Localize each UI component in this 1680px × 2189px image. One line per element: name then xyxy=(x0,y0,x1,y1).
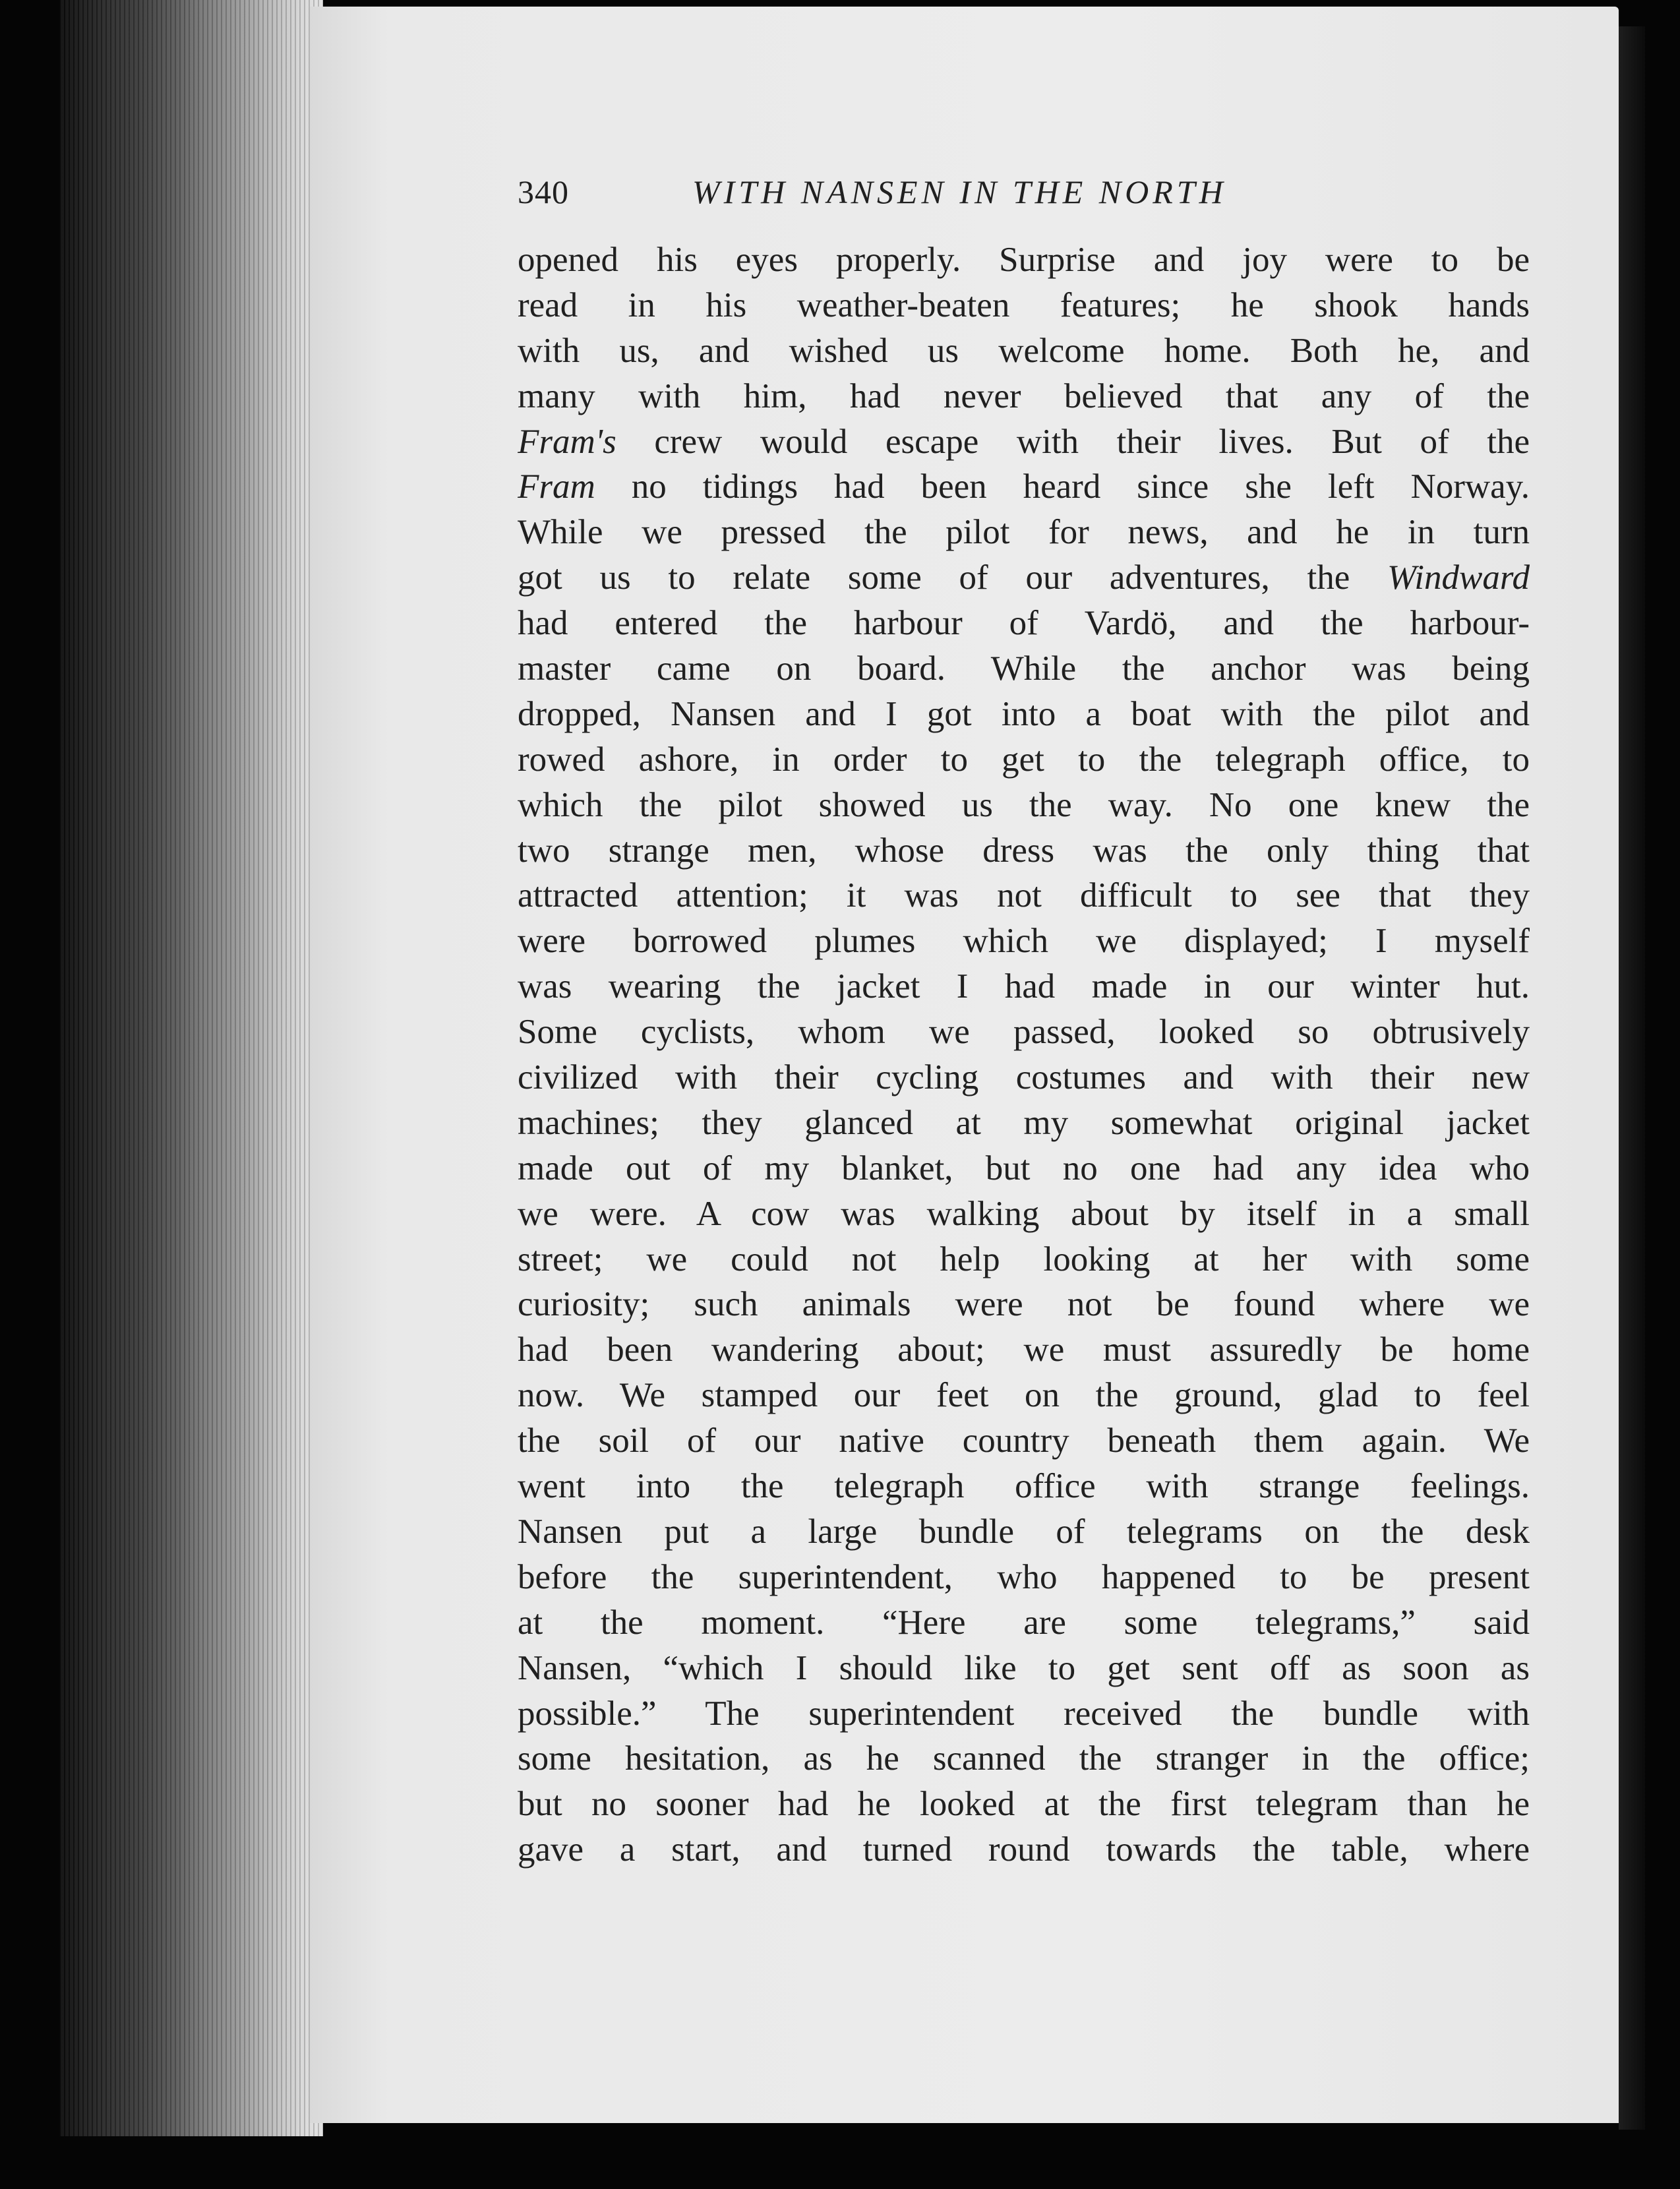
running-title: WITH NANSEN IN THE NORTH xyxy=(692,173,1227,210)
text-line xyxy=(518,1327,1530,1373)
text-segment: civilized with their cycling costumes and with their new xyxy=(518,1058,1530,1097)
text-segment: many with him, had never believed that any of the xyxy=(518,376,1530,415)
text-line xyxy=(518,1509,1530,1555)
text-line xyxy=(518,692,1530,737)
text-line xyxy=(518,1191,1530,1237)
text-segment: crew would escape with their lives. But of the xyxy=(616,422,1530,461)
text-segment: machines; they glanced at my somewhat original jacket xyxy=(518,1103,1530,1142)
text-line xyxy=(518,1418,1530,1464)
text-segment: no tidings had been heard since she left Norway. xyxy=(595,467,1530,506)
text-segment: at the moment. “Here are some telegrams,” said xyxy=(518,1603,1530,1642)
text-segment: While we pressed the pilot for news, and he in turn xyxy=(518,513,1530,552)
text-line xyxy=(518,1600,1530,1646)
text-segment: before the superintendent, who happened to be present xyxy=(518,1557,1530,1596)
text-line xyxy=(518,1237,1530,1282)
text-line xyxy=(518,601,1530,646)
italic-ship-name: Fram xyxy=(518,467,595,506)
text-line xyxy=(518,1055,1530,1100)
text-segment: Nansen put a large bundle of telegrams on the desk xyxy=(518,1512,1530,1551)
text-line xyxy=(518,873,1530,918)
text-line xyxy=(518,464,1530,510)
text-segment: attracted attention; it was not difficult to see that they xyxy=(518,876,1530,915)
text-segment: with us, and wished us welcome home. Both he, and xyxy=(518,331,1530,370)
text-line xyxy=(518,783,1530,828)
page-right-edge-shadow xyxy=(1619,26,1645,2130)
page-content xyxy=(518,173,1530,1873)
text-line xyxy=(518,374,1530,419)
text-line xyxy=(518,1555,1530,1600)
text-segment: street; we could not help looking at her with some xyxy=(518,1240,1530,1278)
text-segment: opened his eyes properly. Surprise and joy were to be xyxy=(518,241,1530,279)
text-segment: went into the telegraph office with strange feelings. xyxy=(518,1467,1530,1506)
text-line xyxy=(518,510,1530,555)
text-segment: two strange men, whose dress was the only thing that xyxy=(518,831,1530,870)
text-line xyxy=(518,918,1530,964)
text-segment: which the pilot showed us the way. No one knew the xyxy=(518,785,1530,824)
italic-ship-name: Fram's xyxy=(518,422,616,461)
text-line xyxy=(518,1373,1530,1418)
text-segment: read in his weather-beaten features; he shook hands xyxy=(518,285,1530,324)
text-segment: gave a start, and turned round towards the table, where xyxy=(518,1830,1530,1869)
text-segment: rowed ashore, in order to get to the telegraph office, to xyxy=(518,740,1530,779)
italic-ship-name: Windward xyxy=(1387,558,1530,597)
text-segment: were borrowed plumes which we displayed; I myself xyxy=(518,922,1530,961)
text-segment: but no sooner had he looked at the first telegram than he xyxy=(518,1785,1530,1824)
text-segment: was wearing the jacket I had made in our winter hut. xyxy=(518,967,1530,1006)
text-line xyxy=(518,1009,1530,1055)
text-segment: the soil of our native country beneath them again. We xyxy=(518,1422,1530,1460)
text-segment: had been wandering about; we must assuredly be home xyxy=(518,1331,1530,1369)
text-line xyxy=(518,1691,1530,1737)
text-segment: now. We stamped our feet on the ground, glad to feel xyxy=(518,1376,1530,1415)
text-line xyxy=(518,1100,1530,1146)
text-line xyxy=(518,1736,1530,1782)
text-line xyxy=(518,1827,1530,1873)
text-line xyxy=(518,1146,1530,1191)
text-line xyxy=(518,828,1530,874)
text-segment: Nansen, “which I should like to get sent off as soon as xyxy=(518,1648,1530,1687)
text-segment: had entered the harbour of Vardö, and the harbour- xyxy=(518,604,1530,643)
text-line xyxy=(518,283,1530,328)
text-line xyxy=(518,555,1530,601)
page-number: 340 xyxy=(518,173,569,210)
text-line xyxy=(518,237,1530,283)
page-edges-binding xyxy=(59,0,323,2136)
running-head xyxy=(518,173,1530,219)
text-segment: made out of my blanket, but no one had any idea who xyxy=(518,1149,1530,1187)
text-segment: we were. A cow was walking about by itself in a small xyxy=(518,1194,1530,1233)
text-line xyxy=(518,1646,1530,1691)
text-segment: got us to relate some of our adventures, the xyxy=(518,558,1388,597)
text-line xyxy=(518,419,1530,465)
text-line xyxy=(518,737,1530,783)
text-line xyxy=(518,1782,1530,1827)
text-segment: some hesitation, as he scanned the stranger in the office; xyxy=(518,1739,1530,1778)
text-line xyxy=(518,1464,1530,1509)
text-segment: curiosity; such animals were not be found where we xyxy=(518,1285,1530,1324)
text-segment: Some cyclists, whom we passed, looked so obtrusively xyxy=(518,1013,1530,1052)
text-line xyxy=(518,964,1530,1009)
body-text xyxy=(518,237,1530,1873)
text-line xyxy=(518,328,1530,374)
text-segment: dropped, Nansen and I got into a boat with the pilot and xyxy=(518,694,1530,733)
text-line xyxy=(518,1282,1530,1327)
text-segment: possible.” The superintendent received the bundle with xyxy=(518,1694,1530,1733)
text-line xyxy=(518,646,1530,692)
text-segment: master came on board. While the anchor was being xyxy=(518,649,1530,688)
